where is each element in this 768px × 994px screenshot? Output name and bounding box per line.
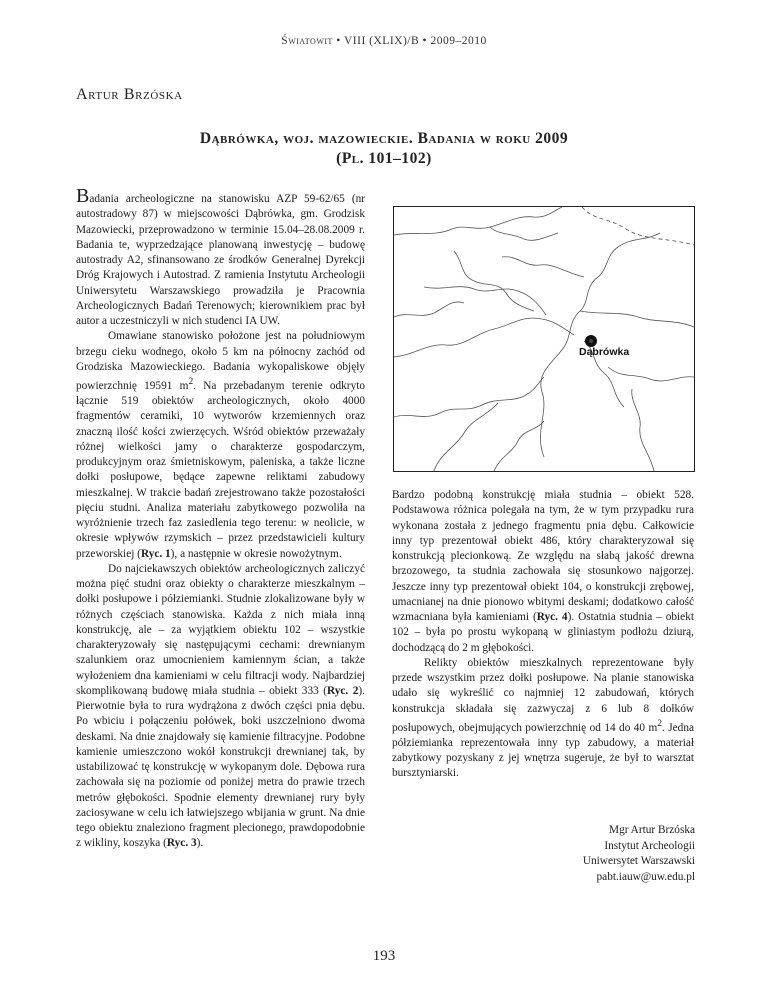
journal-years: 2009–2010 xyxy=(430,35,487,47)
river xyxy=(632,389,654,471)
left-column xyxy=(76,185,366,852)
header-separator: • xyxy=(422,35,428,47)
running-header xyxy=(0,35,768,47)
figure-reference: Ryc. 2 xyxy=(327,684,359,697)
map-location-label: Dąbrówka xyxy=(579,346,630,358)
signature-institute: Instytut Archeologii xyxy=(604,839,695,852)
figure-reference: Ryc. 3 xyxy=(166,837,197,850)
river xyxy=(394,318,574,357)
river xyxy=(608,367,694,381)
article-title: Dąbrówka, woj. mazowieckie. Badania w roku 2009 xyxy=(199,130,569,147)
drop-cap: B xyxy=(76,185,90,207)
river xyxy=(434,403,498,471)
river xyxy=(424,287,546,315)
header-separator: • xyxy=(336,35,341,47)
map-drawing xyxy=(394,207,694,471)
paragraph: Badania archeologiczne na stanowisku AZP 59-62/65 (nr autostradowy 87) w miejscowości Dąbrówka, gm. Grodzisk Mazowiecki, przeprowadzono w terminie 15.04–28.08.2009 r. Badania te, wyprzedzające planowaną inwestycję – budowę autostrady A2, sfinansowano ze środków Generalnej Dyrekcji Dróg Krajowych i Autostrad. Z ramienia Instytutu Archeologii Uniwersytetu Warszawskiego prowadziła je Pracownia Archeologicznych Badań Terenowych; kierownikiem prac był autor a uczestniczyli w nich studenci IA UW. xyxy=(76,185,365,327)
author-name: Artur Brzóska xyxy=(76,86,183,103)
right-column xyxy=(392,488,694,782)
journal-name: Światowit xyxy=(281,35,333,47)
river xyxy=(580,311,694,327)
figure-reference: Ryc. 1 xyxy=(140,547,171,560)
coastline xyxy=(394,207,562,235)
coastline xyxy=(490,227,558,240)
signature-university: Uniwersytet Warszawski xyxy=(582,855,695,867)
journal-issue: VIII (XLIX)/B xyxy=(344,35,420,47)
paragraph: Do najciekawszych obiektów archeologicznych zaliczyć można pięć studni oraz obiekty o charakterze mieszkalnym – dołki posłupowe i półziemianki. Studnie zlokalizowane były w różnych częściach stanowiska. Każda z nich miała inną konstrukcję, ale – za wyjątkiem obiektu 102 – wszystkie charakteryzowały się następującymi cechami: drewnianym szalunkiem oraz umocnieniem kamiennym ścian, a także wyłożeniem dna kamieniami w celu filtracji wody. Najbardziej skomplikowaną budowę miała studnia – obiekt 333 (Ryc. 2). Pierwotnie była to rura wydrążona z dwóch części pnia dębu. Po wbiciu i połączeniu połówek, boki uszczelniono dwoma deskami. Na dnie znajdowały się kamienie filtracyjne. Podobne kamienie umieszczono wokół konstrukcji drewnianej tak, by ustabilizować tę konstrukcję w wykopanym dole. Dębowa rura zachowała się na poziomie od poniżej metra do prawie trzech metrów głębokości. Spodnie elementy drewnianej rury były zaciosywane w celu ich łatwiejszego wbijania w grunt. Na dnie tego obiektu znaleziono fragment plecionego, prawdopodobnie z wikliny, koszyka (Ryc. 3). xyxy=(76,562,365,850)
paragraph: Bardzo podobną konstrukcję miała studnia – obiekt 528. Podstawowa różnica polegała na tym, że w tym przypadku rura wykonana została z jednego fragmentu pnia dębu. Całkowicie inny typ prezentował obiekt 486, który charakteryzował się konstrukcją plecionkową. Ze względu na słabą jakość drewna brzozowego, ta studnia zachowała się stosunkowo najgorzej. Jeszcze inny typ prezentował obiekt 104, o konstrukcji zrębowej, umacnianej na dnie pionowo wbitymi deskami; dodatkowo całość wzmacniana była kamieniami (Ryc. 4). Ostatnia studnia – obiekt 102 – była po prostu wykopaną w gliniastym podłożu dziurą, dochodzącą do 2 m głębokości. xyxy=(392,489,694,654)
author-signature xyxy=(450,823,695,885)
signature-email: pabt.iauw@uw.edu.pl xyxy=(596,870,695,883)
river xyxy=(502,257,584,277)
river xyxy=(494,421,544,471)
river xyxy=(540,233,660,457)
river xyxy=(394,377,544,417)
article-subtitle: (Pl. 101–102) xyxy=(336,150,432,167)
location-map xyxy=(393,206,695,472)
river xyxy=(454,251,534,311)
paragraph: Relikty obiektów mieszkalnych reprezentowane były przede wszystkim przez dołki posłupowe. Na planie stanowiska udało się wykreślić co najmniej 12 zabudowań, których konstrukcja składała się zazwyczaj z 6 lub 8 dołków posłupowych, obejmujących powierzchnię od 14 do 40 $m^2$. Jedna półziemianka reprezentowała inny typ zabudowy, a materiał zabytkowy pozyskany z jej wnętrza sugeruje, że był to warsztat bursztyniarski. xyxy=(392,656,694,780)
signature-name: Mgr Artur Brzóska xyxy=(609,824,695,836)
river xyxy=(394,302,464,317)
page-number: 193 xyxy=(372,948,396,964)
figure-reference: Ryc. 4 xyxy=(536,611,568,623)
paragraph: Omawiane stanowisko położone jest na południowym brzegu cieku wodnego, około 5 km na północny zachód od Grodziska Mazowieckiego. Badania wykopaliskowe objęły powierzchnię 19591 $m^2$. Na przebadanym terenie odkryto łącznie 519 obiektów archeologicznych, około 4000 fragmentów ceramiki, 10 wytworów krzemiennych oraz znaczną ilość kości zwierzęcych. Wśród obiektów przeważały różnej wielkości jamy o charakterze gospodarczym, produkcyjnym oraz śmietniskowym, paleniska, a także liczne dołki posłupowe, będące zapewne reliktami zabudowy mieszkalnej. W trakcie badań zrejestrowano także pozostałości pięciu studni. Analiza materiału zabytkowego pozwoliła na wyróżnienie trzech faz zasiedlenia tego terenu: w neolicie, w okresie wpływów rzymskich – przez przedstawicieli kultury przeworskiej (Ryc. 1), a następnie w okresie nowożytnym. xyxy=(76,330,366,560)
